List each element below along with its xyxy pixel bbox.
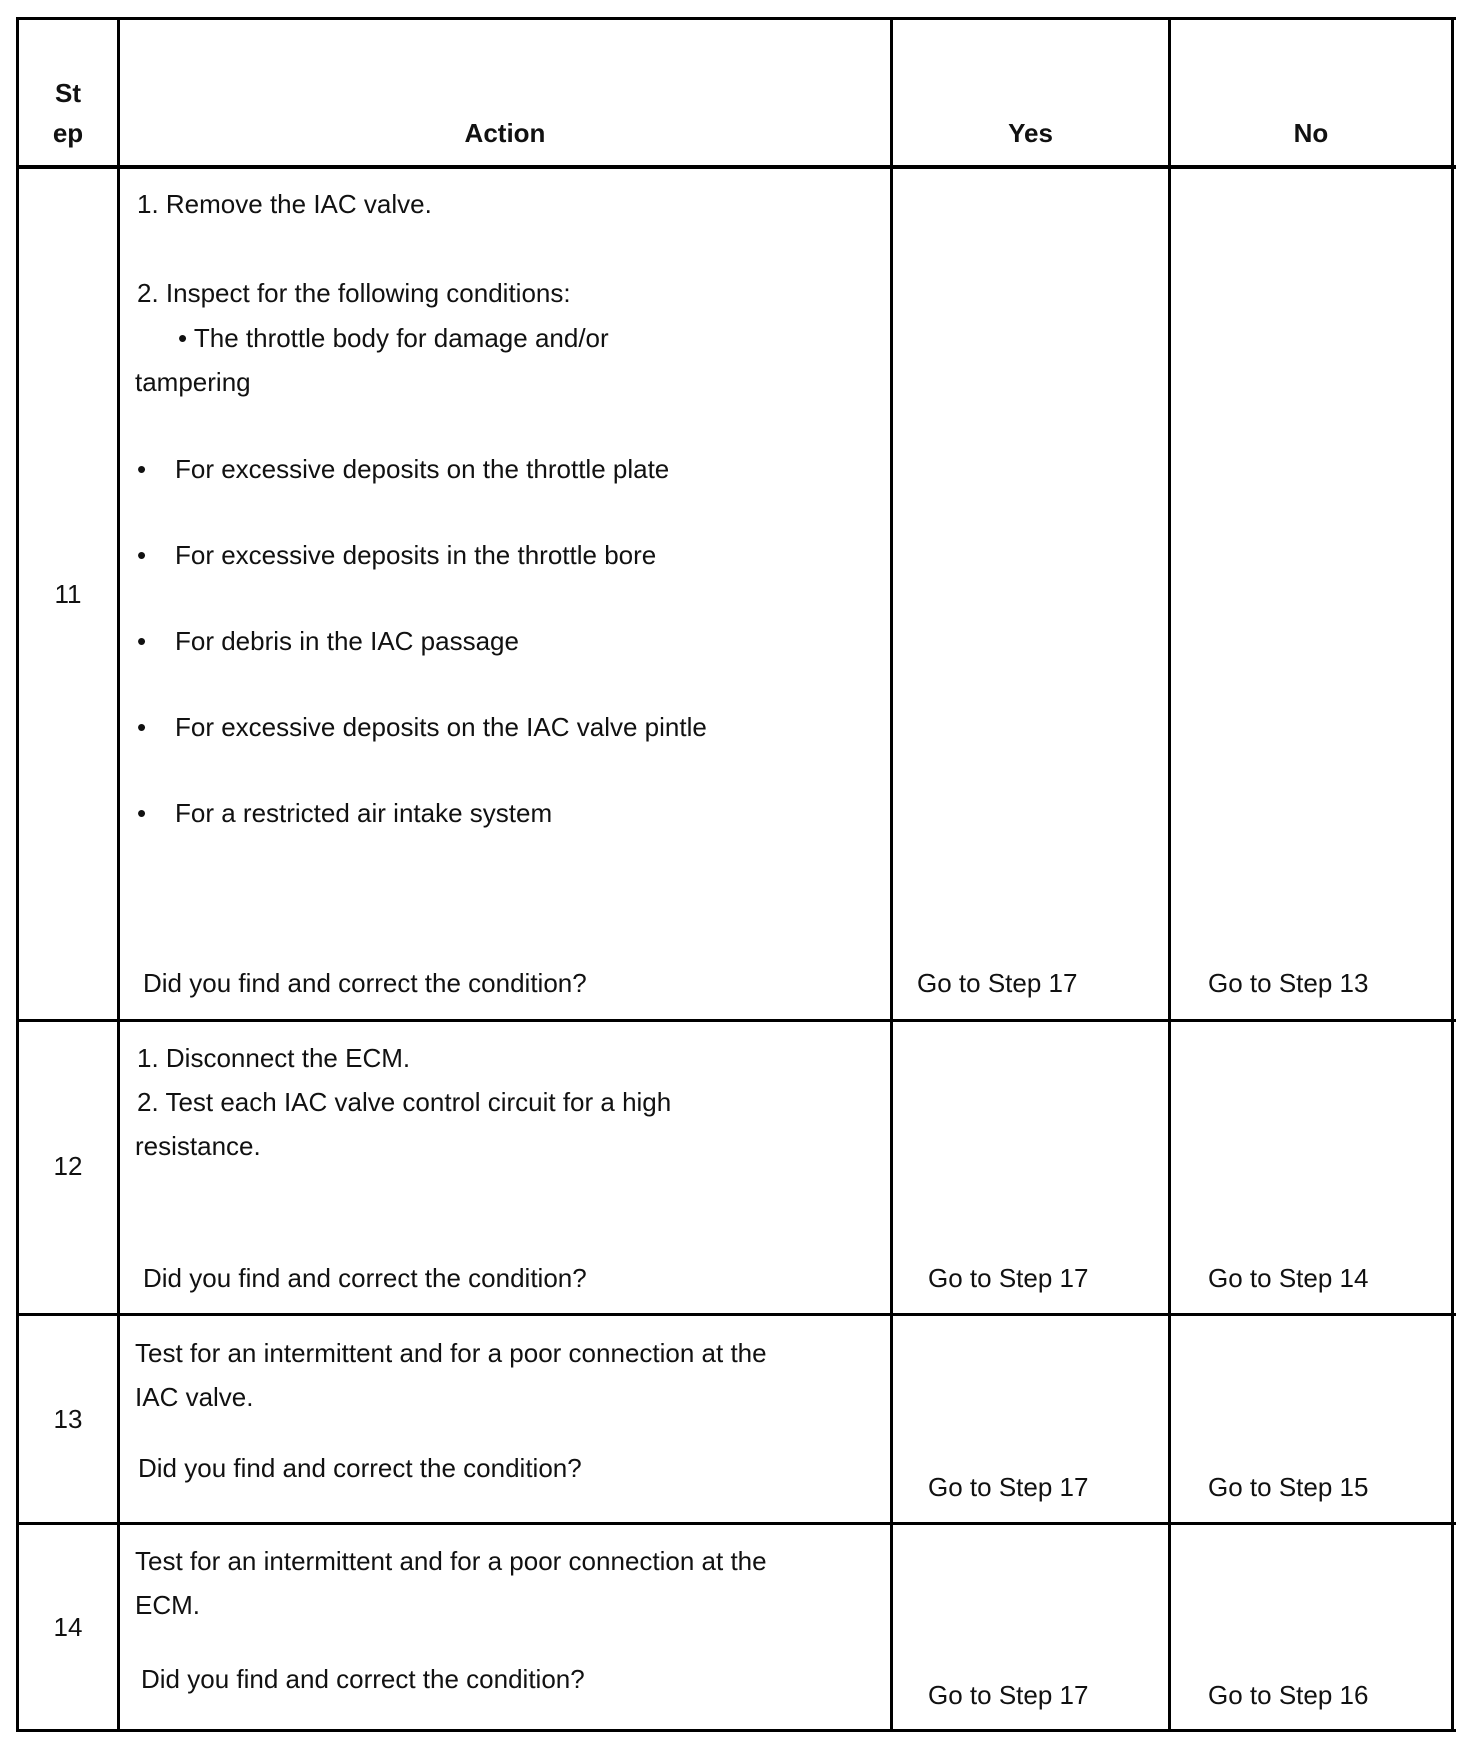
action-line: tampering <box>135 367 251 397</box>
header-yes: Yes <box>1008 118 1053 148</box>
header-action: Action <box>464 118 546 148</box>
table-border-right <box>1451 17 1454 1732</box>
no-result: Go to Step 16 <box>1208 1680 1369 1710</box>
action-line: 2. Inspect for the following conditions: <box>137 278 571 308</box>
action-line: For excessive deposits on the throttle plate <box>175 454 670 484</box>
action-question: Did you find and correct the condition? <box>143 968 587 998</box>
step-number: 13 <box>53 1404 83 1434</box>
yes-result: Go to Step 17 <box>928 1472 1089 1502</box>
yes-result: Go to Step 17 <box>928 1680 1089 1710</box>
action-question: Did you find and correct the condition? <box>143 1263 587 1293</box>
action-question: Did you find and correct the condition? <box>138 1453 582 1483</box>
step-number: 14 <box>53 1612 83 1642</box>
action-line: For a restricted air intake system <box>175 798 553 828</box>
bullet-icon: • <box>137 798 147 828</box>
no-result: Go to Step 13 <box>1208 968 1369 998</box>
row-divider-12 <box>16 1313 1456 1316</box>
yes-result: Go to Step 17 <box>928 1263 1089 1293</box>
action-line: resistance. <box>135 1131 261 1161</box>
action-line: For excessive deposits on the IAC valve pintle <box>175 712 707 742</box>
action-line: 1. Disconnect the ECM. <box>137 1043 411 1073</box>
bullet-icon: • <box>137 712 147 742</box>
bullet-icon: • <box>137 454 147 484</box>
table-border-bottom <box>16 1729 1456 1732</box>
bullet-icon: • <box>137 540 147 570</box>
header-divider <box>16 165 1456 169</box>
header-no: No <box>1293 118 1329 148</box>
action-line: ECM. <box>135 1590 200 1620</box>
row-divider-11 <box>16 1019 1456 1022</box>
action-line: IAC valve. <box>135 1382 254 1412</box>
action-line: Test for an intermittent and for a poor connection at the <box>135 1338 767 1368</box>
action-line: • The throttle body for damage and/or <box>178 323 609 353</box>
col-divider-yes <box>1168 17 1171 1732</box>
header-step-line1: St <box>55 78 81 108</box>
action-question: Did you find and correct the condition? <box>141 1664 585 1694</box>
step-number: 11 <box>54 579 82 609</box>
col-divider-step <box>117 17 120 1732</box>
action-line: Test for an intermittent and for a poor connection at the <box>135 1546 767 1576</box>
action-line: 1. Remove the IAC valve. <box>137 189 432 219</box>
no-result: Go to Step 15 <box>1208 1472 1369 1502</box>
action-line: For excessive deposits in the throttle bore <box>175 540 657 570</box>
yes-result: Go to Step 17 <box>917 968 1078 998</box>
col-divider-action <box>890 17 893 1732</box>
step-number: 12 <box>53 1151 83 1181</box>
no-result: Go to Step 14 <box>1208 1263 1369 1293</box>
header-step-line2: ep <box>52 118 84 148</box>
action-line: For debris in the IAC passage <box>175 626 519 656</box>
row-divider-13 <box>16 1522 1456 1525</box>
action-line: 2. Test each IAC valve control circuit for a high <box>137 1087 672 1117</box>
bullet-icon: • <box>137 626 147 656</box>
table-border-left <box>16 17 19 1732</box>
table-border-top <box>16 17 1456 20</box>
